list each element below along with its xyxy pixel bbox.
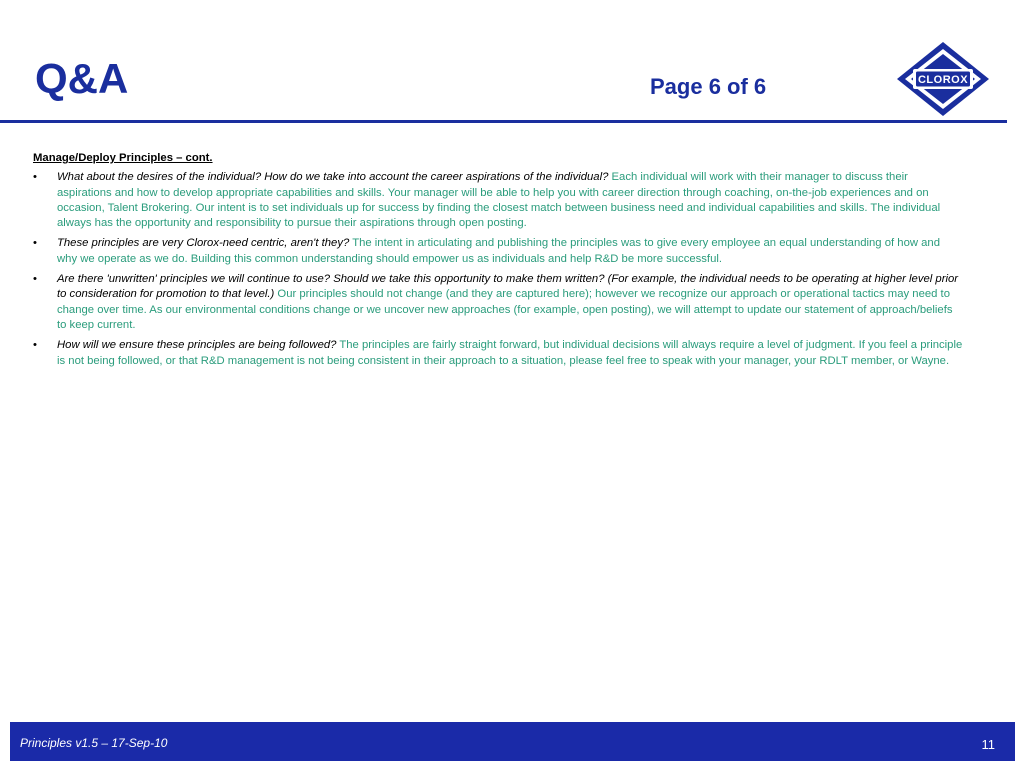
footer-version: Principles v1.5 – 17-Sep-10 [20,736,168,750]
section-heading: Manage/Deploy Principles – cont. [33,152,213,164]
question-text: Are there 'unwritten' principles we will continue to use? Should we take this opportunity to make them written? (For example, the individual needs to be operating at higher level prior to consideration for promotion to that level.) [57,273,959,301]
answer-text: The intent in articulating and publishing the principles was to give every employee an equal understanding of how and why we operate as we do. Building this common understanding should empower us as individuals and help R&D be more successful. [57,237,941,265]
header-divider [0,120,1007,123]
qa-item [33,236,963,267]
bullet-icon: • [33,273,37,286]
question-text: What about the desires of the individual? How do we take into account the career aspirations of the individual? [57,171,609,184]
clorox-logo [895,40,991,118]
qa-list [33,170,963,369]
slide-title: Q&A [35,55,129,102]
bullet-icon: • [33,171,37,184]
qa-item [33,272,963,333]
question-text: How will we ensure these principles are being followed? [57,339,337,352]
answer-text: Our principles should not change (and they are captured here); however we recognize our approach or operational tactics may need to change over time. As our environmental conditions change or we uncover new approaches (for example, open posting), we will attempt to update our statement of approach/beliefs to keep current. [57,288,953,331]
question-text: These principles are very Clorox-need centric, aren't they? [57,237,350,250]
footer-bar [10,722,1015,761]
bullet-icon: • [33,237,37,250]
page-indicator: Page 6 of 6 [650,74,767,99]
slide-number: 11 [981,737,995,752]
qa-item [33,170,963,231]
qa-item [33,338,963,369]
qa-content [33,151,963,374]
answer-text: The principles are fairly straight forward, but individual decisions will always require a level of judgment. If you feel a principle is not being followed, or that R&D management is not being consistent in their approach to a situation, please feel free to speak with your manager, your RDLT member, or Wayne. [57,339,963,367]
answer-text: Each individual will work with their manager to discuss their aspirations and how to develop appropriate capabilities and skills. Your manager will be able to help you with career direction through coaching, on-the-job experiences and on occasion, Talent Brokering. Our intent is to set individuals up for success by finding the closest match between business need and individual capabilities and skills. The individual always has the opportunity and responsibility to pursue their aspirations through open posting. [57,171,941,230]
logo-text: CLOROX [917,74,969,86]
bullet-icon: • [33,339,37,352]
